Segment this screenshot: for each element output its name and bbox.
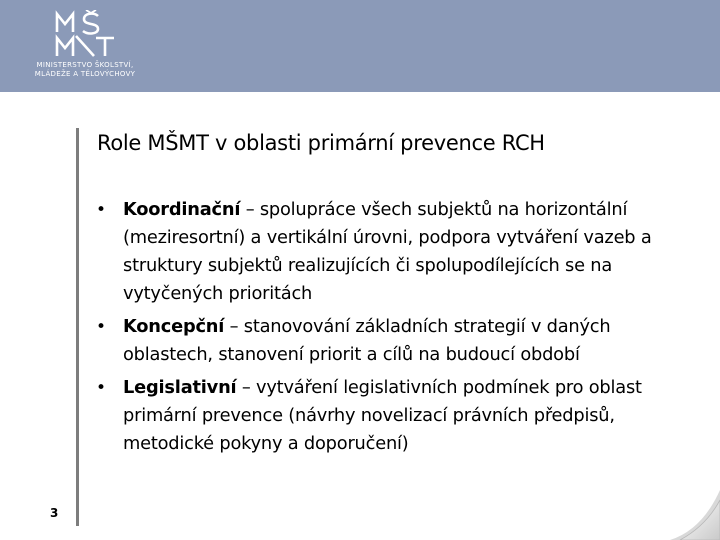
- header-banner: [0, 0, 720, 92]
- bullet-text: – spolupráce všech subjektů na horizontální (meziresortní) a vertikální úrovni, podpora vytváření vazeb a struktury subjektů realizujících či spolupodílejících se na vytyčených prioritách: [123, 199, 652, 304]
- bullet-term: Koncepční: [123, 316, 225, 337]
- left-vertical-rule: [76, 128, 79, 526]
- bullet-text: – vytváření legislativních podmínek pro oblast primární prevence (návrhy novelizací právních předpisů, metodické pokyny a doporučení): [123, 377, 642, 454]
- page-number: 3: [50, 506, 59, 520]
- bullet-item-koordinacni: [94, 196, 694, 308]
- bullet-list: [94, 196, 694, 463]
- slide-title: Role MŠMT v oblasti primární prevence RCH: [97, 131, 545, 155]
- bullet-icon: •: [96, 200, 106, 220]
- bullet-icon: •: [96, 317, 106, 337]
- bullet-item-koncepcni: [94, 313, 694, 369]
- page-curl-corner: [640, 460, 720, 540]
- bullet-term: Legislativní: [123, 377, 237, 398]
- logo-text-line2: MLÁDEŽE A TĚLOVÝCHOVY: [34, 70, 136, 78]
- bullet-term: Koordinační: [123, 199, 241, 220]
- bullet-icon: •: [96, 378, 106, 398]
- logo-text-line1: MINISTERSTVO ŠKOLSTVÍ,: [36, 61, 134, 69]
- msmt-logo: [20, 10, 150, 85]
- bullet-item-legislativni: [94, 374, 694, 458]
- msmt-logo-icon: [54, 10, 116, 58]
- bullet-text: – stanovování základních strategií v daných oblastech, stanovení priorit a cílů na budoucí období: [123, 316, 611, 365]
